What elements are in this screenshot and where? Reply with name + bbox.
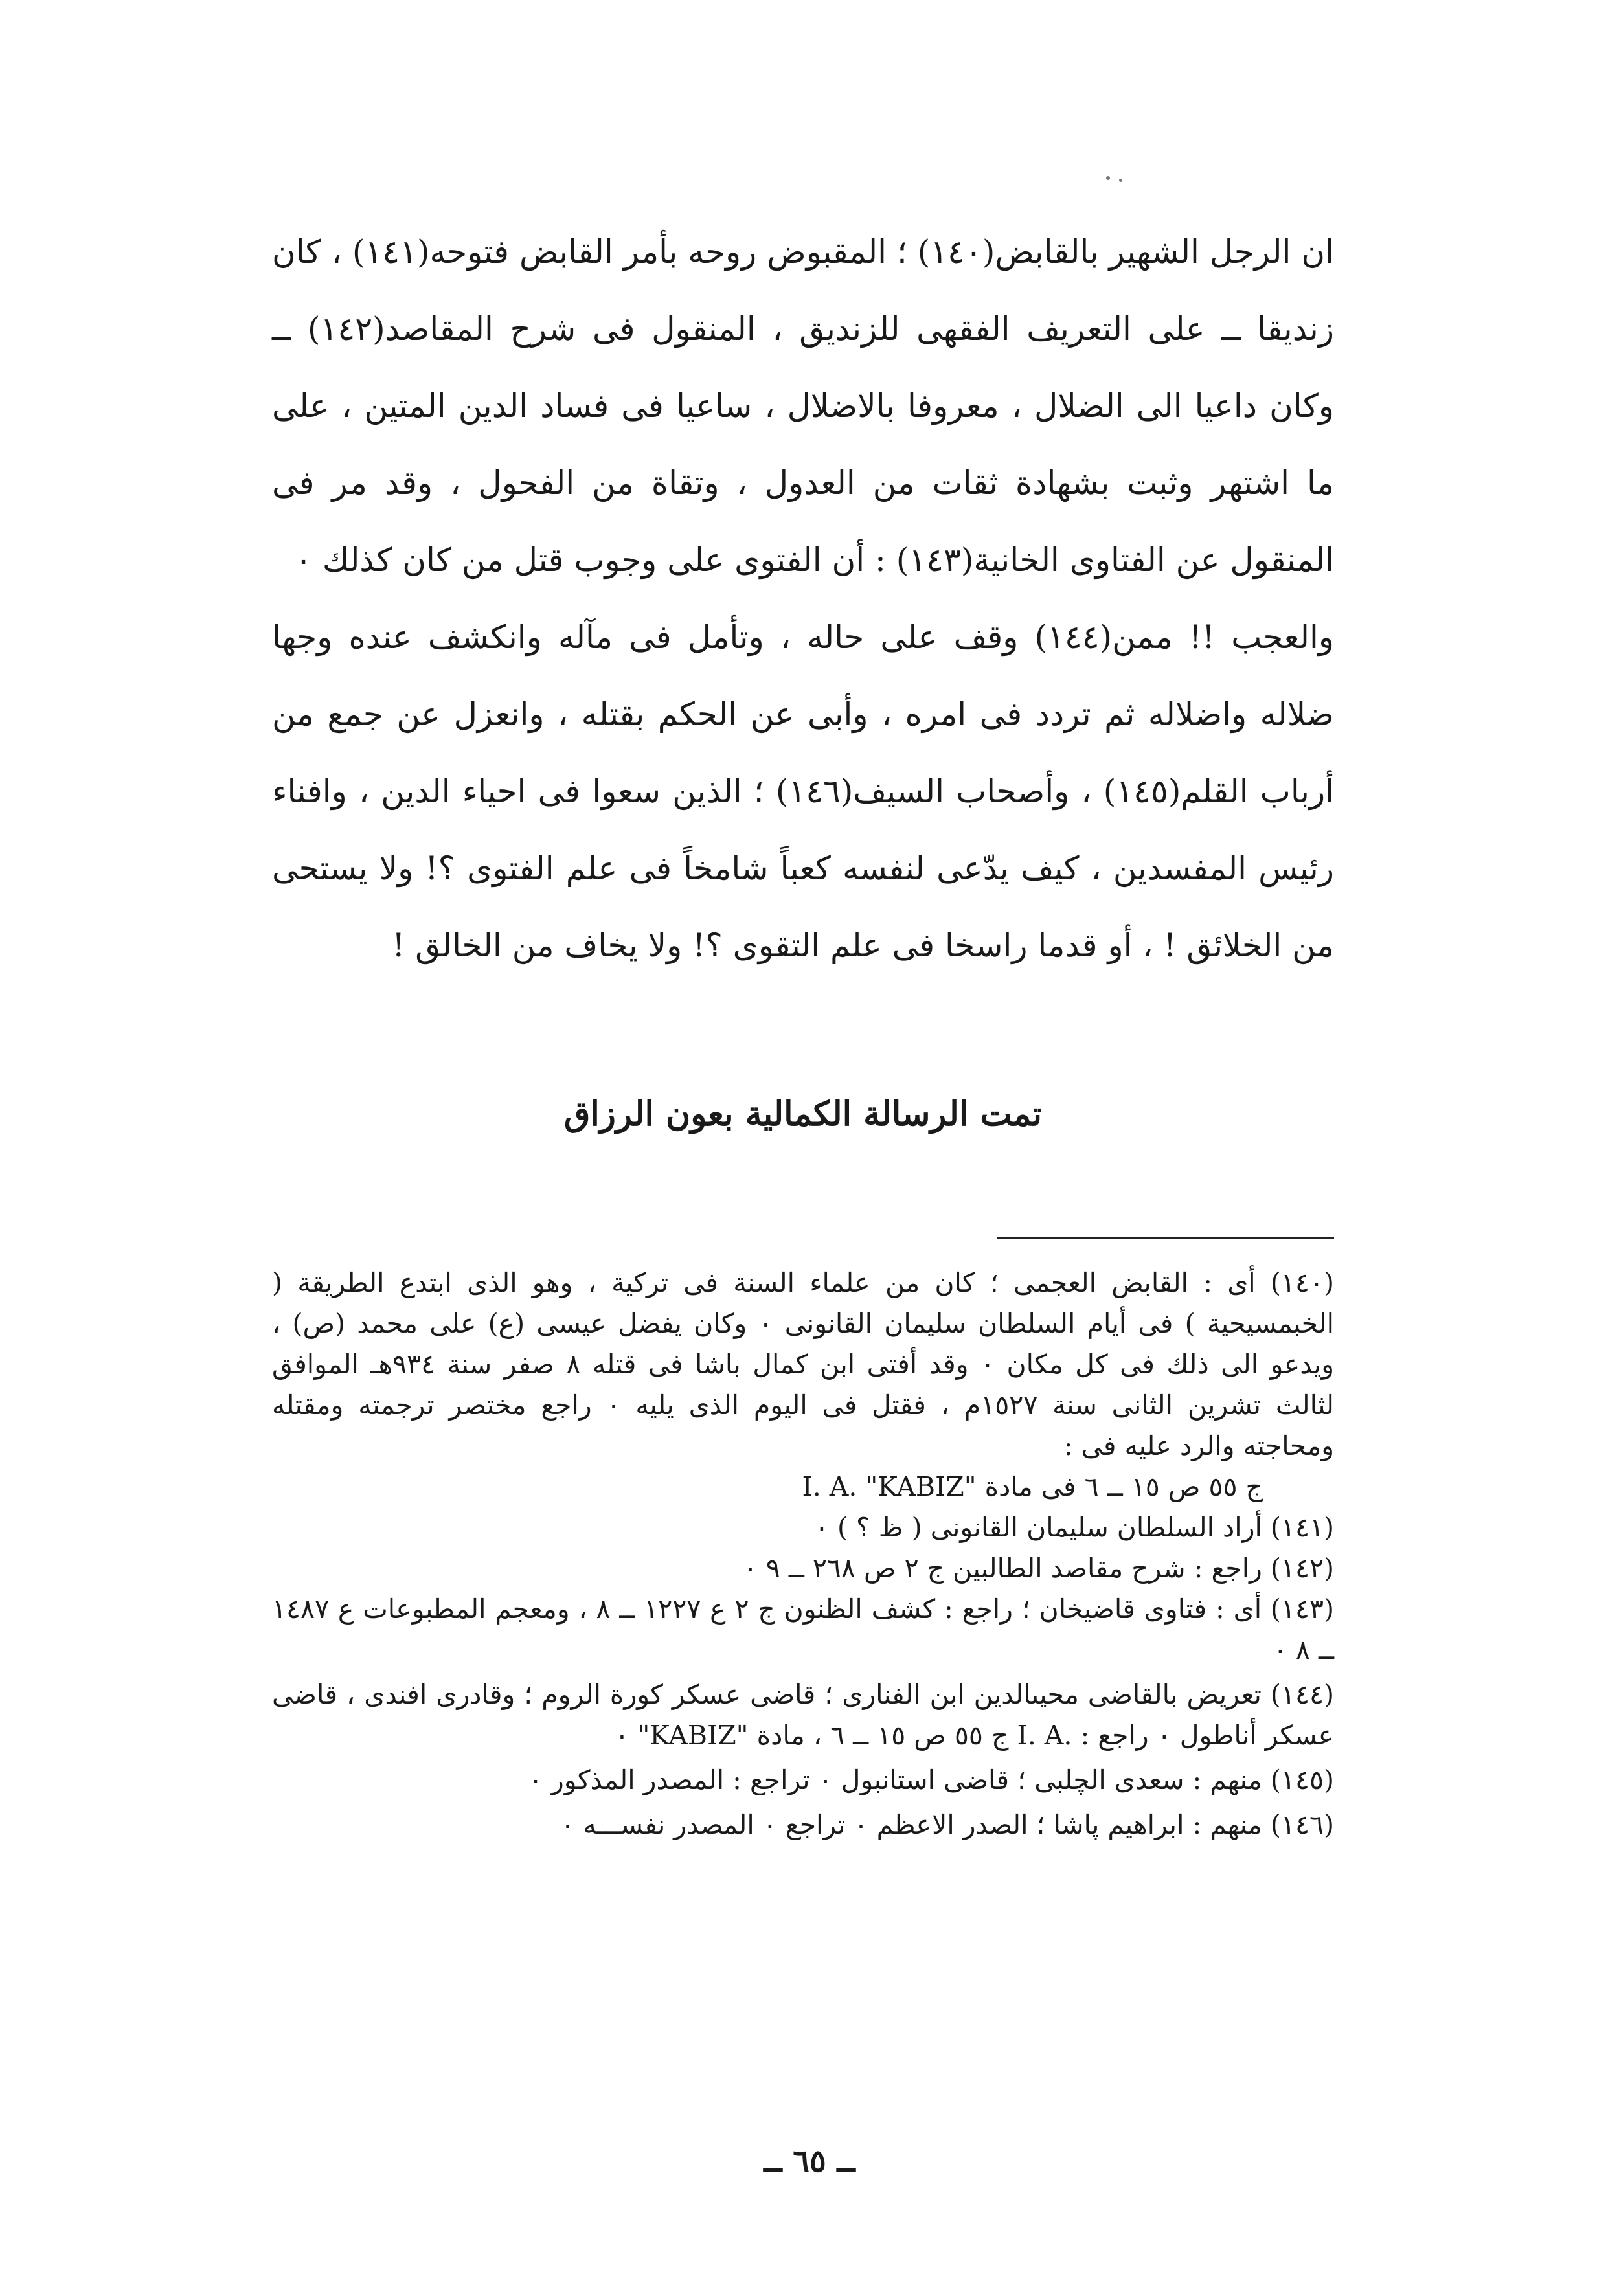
footnote-text: (١٤٤) تعريض بالقاضى محيىالدين ابن الفنارى ؛ قاضى عسكر كورة الروم ؛ وقادرى افندى ، قاضى عسكر أناطول ٠ راجع : [272,1679,1334,1751]
footnote-143: (١٤٣) أى : فتاوى قاضيخان ؛ راجع : كشف الظنون ج ٢ ع ١٢٢٧ ــ ٨ ، ومعجم المطبوعات ع ١٤٨٧ ــ ٨ ٠ [272,1593,1335,1665]
footnote-142: (١٤٢) راجع : شرح مقاصد الطالبين ج ٢ ص ٢٦٨ ــ ٩ ٠ [743,1553,1334,1584]
footnote-text: ٠ [615,1720,629,1751]
main-paragraph: والعجب !! ممن(١٤٤) وقف على حاله ، وتأمل فى مآله وانكشف عنده وجها ضلاله واضلاله ثم تردد فى امره ، وأبى عن الحكم بقتله ، وانعزل عن جمع من أرباب القلم(١٤٥) ، وأصحاب السيف(١٤٦) ؛ الذين سعوا فى احياء الدين ، وافناء رئيس المفسدين ، كيف يدّعى لنفسه كعباً شامخاً فى علم الفتوى ؟! ولا يستحى من الخلائق ! ، أو قدما راسخا فى علم التقوى ؟! ولا يخاف من الخالق ! [272,618,1335,964]
source-latin: "KABIZ" [637,1720,749,1751]
source-latin: "KABIZ" [865,1471,977,1502]
closing-line: تمت الرسالة الكمالية بعون الرزاق [564,1094,1042,1134]
source-latin: I. A. [1017,1720,1072,1751]
scan-speck [1119,179,1122,182]
footnote-145: (١٤٥) منهم : سعدى الچلبى ؛ قاضى استانبول ٠ تراجع : المصدر المذكور ٠ [528,1764,1334,1795]
main-paragraph: ان الرجل الشهير بالقابض(١٤٠) ؛ المقبوض روحه بأمر القابض فتوحه(١٤١) ، كان زنديقا ــ على التعريف الفقهى للزنديق ، المنقول فى شرح المقاصد(١٤٢) ــ وكان داعيا الى الضلال ، معروفا بالاضلال ، ساعيا فى فساد الدين المتين ، على ما اشتهر وثبت بشهادة ثقات من العدول ، وتقاة من الفحول ، وقد مر فى المنقول عن الفتاوى الخانية(١٤٣) : أن الفتوى على وجوب قتل من كان كذلك ٠ [272,233,1334,579]
footnote-separator [997,1237,1334,1239]
source-ref: ج ٥٥ ص ١٥ ــ ٦ فى مادة [984,1471,1263,1502]
footnote-text: ج ٥٥ ص ١٥ ــ ٦ ، مادة [756,1720,1009,1751]
footnotes [272,1263,1334,1845]
source-latin: I. A. [802,1471,857,1502]
footnote-146: (١٤٦) منهم : ابراهيم پاشا ؛ الصدر الاعظم ٠ تراجع ٠ المصدر نفســـه ٠ [560,1809,1334,1840]
footnote-140-source [272,1467,1334,1507]
page-number: ــ ٦٥ ــ [764,2143,855,2179]
main-text [272,214,1334,984]
footnote-144 [272,1674,1334,1756]
footnote-140: (١٤٠) أى : القابض العجمى ؛ كان من علماء السنة فى تركية ، وهو الذى ابتدع الطريقة ( الخبمسيحية ) فى أيام السلطان سليمان القانونى ٠ وكان يفضل عيسى (ع) على محمد (ص) ، ويدعو الى ذلك فى كل مكان ٠ وقد أفتى ابن كمال باشا فى قتله ٨ صفر سنة ٩٣٤هـ الموافق لثالث تشرين الثانى سنة ١٥٢٧م ، فقتل فى اليوم الذى يليه ٠ راجع مختصر ترجمته ومقتله ومحاجته والرد عليه فى : [272,1267,1335,1461]
footnote-141: (١٤١) أراد السلطان سليمان القانونى ( ظ ؟ ) ٠ [814,1512,1334,1543]
scan-speck [1106,176,1110,180]
